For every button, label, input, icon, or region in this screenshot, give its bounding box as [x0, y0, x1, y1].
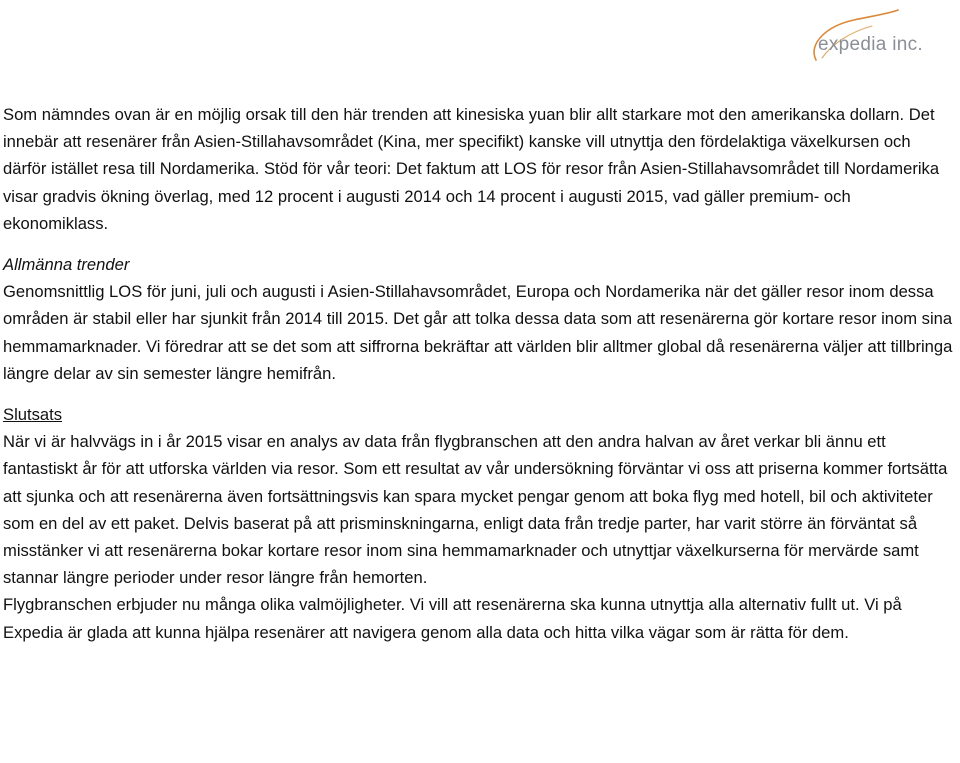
logo-text: expedia inc. — [818, 34, 924, 55]
document-body — [3, 101, 953, 646]
conclusion-paragraph: När vi är halvvägs in i år 2015 visar en analys av data från flygbranschen att den andra halvan av året verkar bli ännu ett fantastiskt år för att utforska världen via resor. Som ett resultat av vår undersökning förväntar vi oss att priserna kommer fortsätta att sjunka och att resenärerna även fortsättningsvis kan spara mycket pengar genom att boka flyg med hotell, bil och aktiviteter som en del av ett paket. Delvis baserat på att prisminskningarna, enligt data från tredje parter, har varit större än förväntat så misstänker vi att resenärerna bokar kortare resor inom sina hemmamarknader och utnyttjar växelkurserna för mervärde samt stannar längre perioder under resor längre från hemorten. — [3, 432, 948, 588]
intro-text-a: Som nämndes ovan är en möjlig orsak till den här trenden att kinesiska yuan blir allt starkare mot den amerikanska dollarn. Det innebär att resenärer från Asien-Stillahavsområdet (Kina, mer specifikt) kanske vill utnyttja den fördelaktiga växelkursen och därför istället resa till Nordamerika. — [3, 105, 935, 179]
spacer — [3, 237, 953, 251]
section-heading-trends: Allmänna trender — [3, 255, 130, 275]
expedia-logo — [802, 4, 952, 66]
intro-paragraph — [3, 101, 953, 237]
trends-paragraph: Genomsnittlig LOS för juni, juli och augusti i Asien-Stillahavsområdet, Europa och Nordamerika när det gäller resor inom dessa områden är stabil eller har sjunkit från 2014 till 2015. Det går att tolka dessa data som att resenärerna gör kortare resor inom sina hemmamarknader. Vi föredrar att se det som att siffrorna bekräftar att världen blir alltmer global då resenärerna väljer att tillbringa längre delar av sin semester längre hemifrån. — [3, 282, 953, 383]
section-heading-conclusion: Slutsats — [3, 405, 63, 425]
intro-text-b: Stöd för vår teori: Det faktum att LOS för resor från Asien-Stillahavsområdet till Nordamerika visar gradvis ökning överlag, med 12 procent i augusti 2014 och 14 procent i augusti 2015, vad gäller premium- och ekonomiklass. — [3, 159, 940, 233]
closing-paragraph: Flygbranschen erbjuder nu många olika valmöjligheter. Vi vill att resenärerna ska kunna utnyttja alla alternativ fullt ut. Vi på Expedia är glada att kunna hjälpa resenärer att navigera genom alla data och hitta vilka vägar som är rätta för dem. — [3, 595, 902, 642]
spacer — [3, 387, 953, 401]
